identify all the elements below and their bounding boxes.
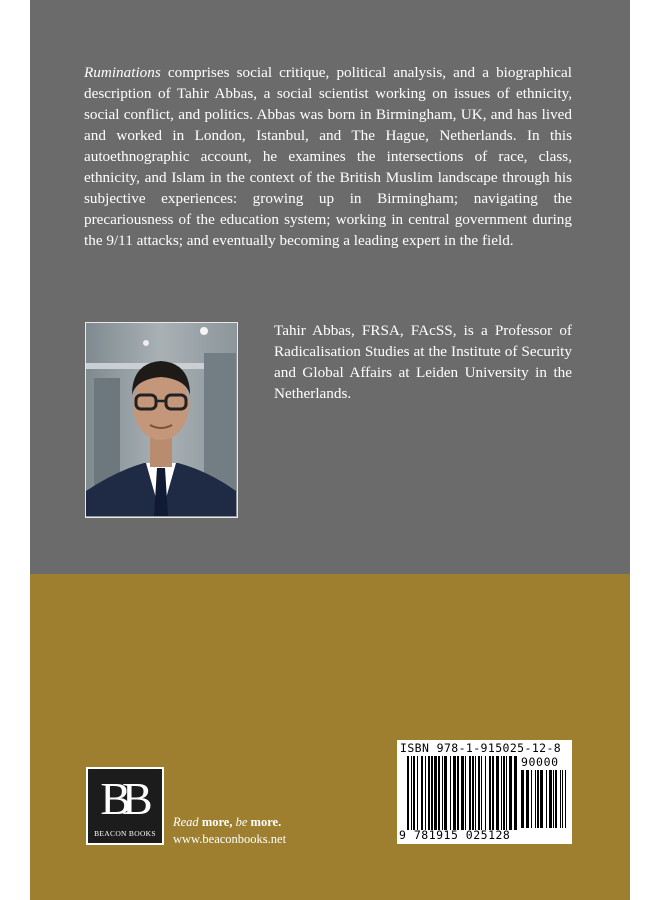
barcode-bar — [526, 770, 529, 828]
barcode-bar — [472, 756, 474, 830]
barcode-addon-bars — [521, 770, 567, 828]
isbn-barcode — [397, 740, 572, 844]
book-back-cover — [30, 0, 630, 900]
tagline-more-1: more, — [198, 815, 236, 829]
logo-letters: BB — [100, 773, 144, 824]
barcode-bar — [535, 770, 536, 828]
barcode-bar — [442, 756, 443, 830]
barcode-digits: 9 781915 025128 — [399, 828, 511, 842]
tagline-read: Read — [173, 815, 199, 829]
barcode-bar — [501, 756, 502, 830]
author-photo — [85, 322, 238, 518]
barcode-bar — [489, 756, 491, 830]
barcode-bar — [537, 770, 539, 828]
barcode-bar — [431, 756, 433, 830]
barcode-bar — [461, 756, 464, 830]
barcode-bar — [492, 756, 494, 830]
logo-publisher-name: BEACON BOOKS — [94, 829, 156, 838]
barcode-bar — [417, 756, 418, 830]
barcode-bar — [481, 756, 482, 830]
publisher-website[interactable]: www.beaconbooks.net — [173, 832, 287, 846]
barcode-bar — [509, 756, 512, 830]
barcode-bar — [428, 756, 430, 830]
barcode-bar — [485, 756, 486, 830]
barcode-bar — [469, 756, 471, 830]
author-bio: Tahir Abbas, FRSA, FAcSS, is a Professor of Radicalisation Studies at the Institute of Security and Global Affairs at Leiden University in the Netherlands. — [274, 322, 572, 402]
barcode-bar — [421, 756, 423, 830]
barcode-bar — [444, 756, 447, 830]
barcode-bar — [407, 756, 409, 830]
barcode-bar — [453, 756, 456, 830]
barcode-bar — [465, 756, 466, 830]
author-portrait-image — [86, 323, 236, 516]
barcode-bar — [546, 770, 547, 828]
barcode-bar — [425, 756, 426, 830]
barcode-bar — [438, 756, 440, 830]
barcode-bar — [434, 756, 437, 830]
barcode-bar — [411, 756, 412, 830]
barcode-bar — [503, 756, 505, 830]
tagline-be: be — [235, 815, 248, 829]
barcode-bar — [531, 770, 532, 828]
barcode-bar — [560, 770, 561, 828]
tagline-more-2: more. — [247, 815, 282, 829]
barcode-bar — [457, 756, 459, 830]
barcode-bar — [478, 756, 480, 830]
blurb-text: comprises social critique, political analysis, and a biographical description of Tahir Abbas, a social scientist working on issues of ethnicity, social conflict, and politics. Abbas was born in Birmingham, UK, and has lived and worked in London, Istanbul, and The Hague, Netherlands. In this autoethnographic account, he examines the intersections of race, class, ethnicity, and Islam in the context of the British Muslim landscape through his subjective experiences: growing up in Birmingham; navigating the precariousness of the education system; working in central government during the 9/11 attacks; and eventually becoming a leading expert in the field. — [84, 64, 572, 249]
barcode-bar — [496, 756, 499, 830]
barcode-bar — [540, 770, 543, 828]
isbn-label: ISBN 978-1-915025-12-8 — [400, 741, 562, 755]
barcode-main-bars — [407, 756, 517, 830]
barcode-bar — [521, 770, 524, 828]
barcode-bar — [565, 770, 566, 828]
barcode-bar — [450, 756, 451, 830]
top-grey-panel — [30, 0, 630, 574]
logo-mark — [88, 769, 162, 843]
barcode-bar — [549, 770, 552, 828]
barcode-bar — [555, 770, 557, 828]
book-blurb — [84, 62, 572, 251]
barcode-bar — [475, 756, 476, 830]
barcode-bar — [553, 770, 554, 828]
publisher-tagline — [173, 815, 281, 830]
book-title-italic: Ruminations — [84, 64, 161, 81]
barcode-bar — [413, 756, 415, 830]
barcode-addon-label: 90000 — [521, 755, 559, 769]
beacon-books-logo — [86, 767, 164, 845]
barcode-bar — [514, 756, 517, 830]
barcode-bar — [506, 756, 507, 830]
barcode-bar — [562, 770, 563, 828]
bottom-gold-panel — [30, 574, 630, 900]
